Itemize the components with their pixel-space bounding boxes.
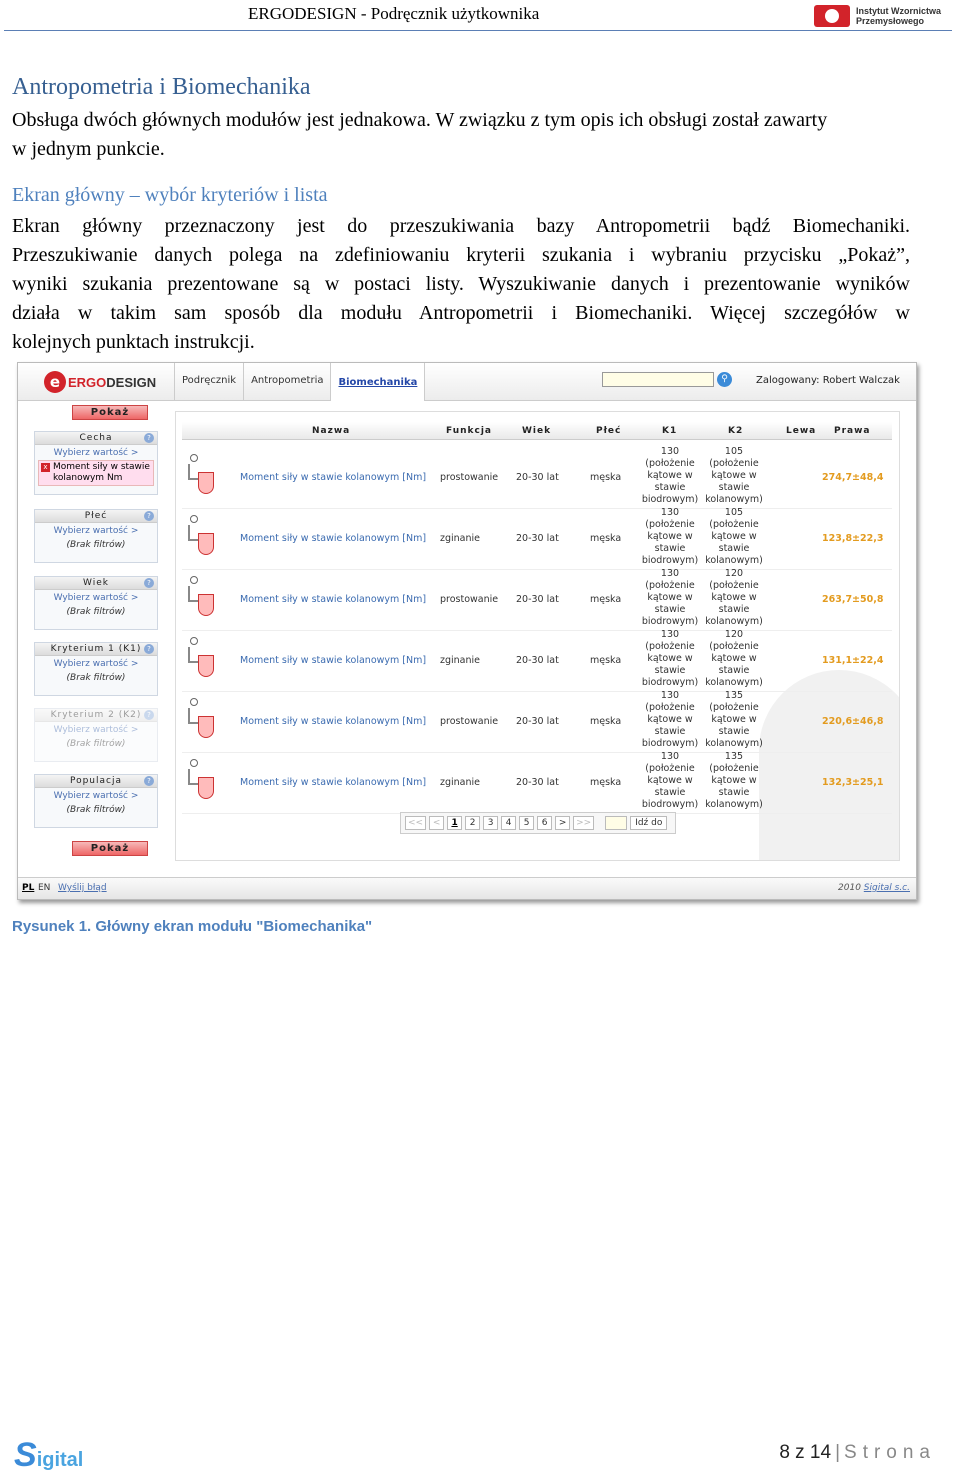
show-button-bottom[interactable]: Pokaż	[72, 841, 148, 856]
cell-k1-line: biodrowym)	[641, 677, 699, 688]
cell-k2	[700, 751, 768, 811]
cell-k2-line: kolanowym)	[705, 677, 763, 688]
cell-wiek: 20-30 lat	[516, 716, 559, 727]
table-row[interactable]	[182, 631, 892, 692]
cell-k1-line: kątowe w	[647, 470, 693, 481]
cell-k2-line: stawie	[718, 543, 750, 554]
cell-wiek: 20-30 lat	[516, 655, 559, 666]
body-line: kolejnych punktach instrukcji.	[12, 331, 255, 353]
report-bug-link[interactable]: Wyślij błąd	[58, 883, 107, 893]
cell-nazwa[interactable]: Moment siły w stawie kolanowym [Nm]	[240, 777, 427, 788]
cell-nazwa[interactable]: Moment siły w stawie kolanowym [Nm]	[240, 655, 427, 666]
column-header-k1[interactable]: K1	[662, 426, 678, 436]
cell-k2-line: stawie	[718, 787, 750, 798]
go-to-page-button[interactable]: Idź do	[630, 816, 667, 830]
first-page-button[interactable]: <<	[405, 816, 426, 830]
choose-value-link[interactable]: Wybierz wartość >	[53, 526, 139, 536]
page-button-1[interactable]: 1	[447, 816, 462, 830]
iwp-logo-text-2: Przemysłowego	[856, 16, 925, 26]
intro-line: w jednym punkcie.	[12, 138, 165, 160]
chair-figure-icon	[184, 698, 214, 744]
cell-k2-line: kątowe w	[711, 531, 757, 542]
cell-k1	[636, 568, 704, 628]
app-footer	[18, 877, 916, 899]
tab-podrecznik[interactable]: Podręcznik	[174, 363, 243, 401]
choose-value-link[interactable]: Wybierz wartość >	[53, 593, 139, 603]
cell-funkcja: zginanie	[440, 655, 481, 666]
filter-panel	[32, 401, 164, 863]
cell-k1-line: (położenie	[645, 763, 695, 774]
cell-k2-line: (położenie	[709, 458, 759, 469]
cell-k2	[700, 568, 768, 628]
header-divider	[4, 30, 952, 31]
cell-prawa: 220,6±46,8	[822, 716, 884, 727]
body-line: wyniki szukania prezentowane są w postaci listy. Wyszukiwanie danych i prezentowanie wyników	[12, 273, 910, 295]
body-line: Ekran główny przeznaczony jest do przeszukiwania bazy Antropometrii bądź Biomechaniki.	[12, 215, 910, 237]
cell-k1-line: 130	[660, 751, 680, 762]
selected-filter-label: Moment siły w stawie kolanowym Nm	[53, 462, 150, 483]
filter-title: Populacja	[69, 776, 122, 786]
figure-caption: Rysunek 1. Główny ekran modułu "Biomechanika"	[12, 918, 373, 935]
page-button-2[interactable]: 2	[465, 816, 480, 830]
cell-k1-line: biodrowym)	[641, 494, 699, 505]
ergodesign-logo[interactable]	[44, 371, 156, 393]
cell-k1	[636, 446, 704, 506]
cell-k1-line: 130	[660, 629, 680, 640]
column-header-funkcja[interactable]: Funkcja	[446, 426, 492, 436]
cell-nazwa[interactable]: Moment siły w stawie kolanowym [Nm]	[240, 533, 427, 544]
cell-plec: męska	[590, 472, 622, 483]
cell-k2-line: kolanowym)	[705, 494, 763, 505]
cell-k1-line: biodrowym)	[641, 738, 699, 749]
table-row[interactable]	[182, 570, 892, 631]
company-link[interactable]: Sigital s.c.	[863, 883, 910, 893]
cell-k1	[636, 507, 704, 567]
filter-populacja	[34, 774, 158, 828]
cell-prawa: 274,7±48,4	[822, 472, 884, 483]
cell-k1-line: (położenie	[645, 702, 695, 713]
cell-k2-line: kolanowym)	[705, 616, 763, 627]
last-page-button[interactable]: >>	[573, 816, 594, 830]
filter-title: Cecha	[79, 433, 113, 443]
choose-value-link[interactable]: Wybierz wartość >	[53, 725, 139, 735]
copyright	[838, 883, 910, 893]
logged-in-user: Zalogowany: Robert Walczak	[756, 375, 900, 386]
cell-k1-line: 130	[660, 507, 680, 518]
iwp-logo-text-1: Instytut Wzornictwa	[856, 6, 941, 16]
chair-figure-icon	[184, 454, 214, 500]
help-icon[interactable]: ?	[144, 511, 154, 521]
column-header-plec[interactable]: Płeć	[596, 426, 622, 436]
ergodesign-logo-icon: e	[44, 371, 66, 393]
intro-line: Obsługa dwóch głównych modułów jest jednakowa. W związku z tym opis ich obsługi został zawarty	[12, 109, 828, 131]
column-header-wiek[interactable]: Wiek	[522, 426, 552, 436]
results-panel	[175, 411, 900, 861]
cell-k1-line: stawie	[654, 787, 686, 798]
cell-k1	[636, 629, 704, 689]
sigital-logo	[14, 1438, 83, 1472]
cell-nazwa[interactable]: Moment siły w stawie kolanowym [Nm]	[240, 594, 427, 605]
cell-k2-line: stawie	[718, 726, 750, 737]
next-page-button[interactable]: >	[555, 816, 570, 830]
cell-plec: męska	[590, 594, 622, 605]
search-input[interactable]	[602, 372, 714, 387]
cell-nazwa[interactable]: Moment siły w stawie kolanowym [Nm]	[240, 716, 427, 727]
cell-k2-line: kątowe w	[711, 653, 757, 664]
filter-title: Wiek	[83, 578, 109, 588]
cell-k1-line: kątowe w	[647, 775, 693, 786]
sigital-logo-mark: S	[14, 1436, 37, 1474]
choose-value-link[interactable]: Wybierz wartość >	[53, 448, 139, 458]
cell-k1-line: 130	[660, 568, 680, 579]
cell-k2-line: 120	[724, 629, 744, 640]
selected-filter-chip	[38, 460, 154, 486]
body-paragraph	[12, 212, 910, 357]
filter-kryterium-1	[34, 642, 158, 696]
page-separator: |	[835, 1442, 841, 1463]
remove-filter-icon[interactable]: x	[41, 463, 50, 472]
chair-figure-icon	[184, 576, 214, 622]
cell-wiek: 20-30 lat	[516, 472, 559, 483]
app-screenshot	[17, 362, 917, 900]
cell-k2-line: kątowe w	[711, 592, 757, 603]
cell-funkcja: zginanie	[440, 777, 481, 788]
choose-value-link[interactable]: Wybierz wartość >	[53, 659, 139, 669]
cell-k2-line: 105	[724, 507, 744, 518]
filter-title: Kryterium 2 (K2)	[50, 710, 142, 720]
cell-funkcja: zginanie	[440, 533, 481, 544]
iwp-logo-mark	[814, 5, 850, 27]
page-word: Strona	[844, 1442, 936, 1463]
cell-k1-line: biodrowym)	[641, 555, 699, 566]
cell-k2-line: 105	[724, 446, 744, 457]
cell-wiek: 20-30 lat	[516, 777, 559, 788]
cell-k2-line: stawie	[718, 482, 750, 493]
cell-k2-line: stawie	[718, 665, 750, 676]
cell-k2-line: (położenie	[709, 519, 759, 530]
filter-title: Płeć	[84, 511, 108, 521]
cell-funkcja: prostowanie	[440, 716, 499, 727]
cell-k2-line: (położenie	[709, 763, 759, 774]
filter-kryterium-2	[34, 708, 158, 762]
filter-wiek	[34, 576, 158, 630]
cell-wiek: 20-30 lat	[516, 594, 559, 605]
tab-biomechanika[interactable]: Biomechanika	[330, 363, 425, 401]
page-button-4[interactable]: 4	[501, 816, 516, 830]
body-line: działa w takim sam sposób dla modułu Antropometrii i Biomechaniki. Więcej szczegółów w	[12, 302, 910, 324]
cell-k1-line: biodrowym)	[641, 616, 699, 627]
cell-k2-line: 135	[724, 690, 744, 701]
no-filters-label: (Brak filtrów)	[66, 739, 126, 749]
help-icon[interactable]: ?	[144, 710, 154, 720]
filter-cecha	[34, 431, 158, 495]
language-pl-link[interactable]: PL	[22, 883, 35, 893]
section-title: Antropometria i Biomechanika	[12, 74, 311, 100]
page-number-input[interactable]	[605, 816, 627, 830]
help-icon[interactable]: ?	[144, 644, 154, 654]
help-icon[interactable]: ?	[144, 433, 154, 443]
page-number	[779, 1442, 936, 1464]
cell-k2-line: (położenie	[709, 580, 759, 591]
cell-k2	[700, 690, 768, 750]
language-en-link[interactable]: EN	[38, 883, 51, 893]
cell-k2-line: kolanowym)	[705, 555, 763, 566]
page-button-5[interactable]: 5	[519, 816, 534, 830]
cell-k2-line: stawie	[718, 604, 750, 615]
cell-k1-line: kątowe w	[647, 714, 693, 725]
cell-k2-line: kolanowym)	[705, 738, 763, 749]
cell-k1-line: (położenie	[645, 641, 695, 652]
cell-k1-line: 130	[660, 690, 680, 701]
cell-k2-line: kątowe w	[711, 470, 757, 481]
cell-k1-line: kątowe w	[647, 592, 693, 603]
results-table-header	[182, 422, 892, 440]
cell-wiek: 20-30 lat	[516, 533, 559, 544]
cell-k2	[700, 507, 768, 567]
cell-k1-line: biodrowym)	[641, 799, 699, 810]
prev-page-button[interactable]: <	[429, 816, 444, 830]
cell-k2-line: (położenie	[709, 702, 759, 713]
logo-design: DESIGN	[106, 374, 157, 390]
filter-plec	[34, 509, 158, 563]
column-header-lewa[interactable]: Lewa	[786, 426, 817, 436]
search-icon[interactable]: ⚲	[717, 372, 732, 387]
tab-antropometria[interactable]: Antropometria	[243, 363, 330, 401]
cell-plec: męska	[590, 716, 622, 727]
cell-plec: męska	[590, 777, 622, 788]
help-icon[interactable]: ?	[144, 578, 154, 588]
no-filters-label: (Brak filtrów)	[66, 607, 126, 617]
chair-figure-icon	[184, 515, 214, 561]
cell-k2-line: kątowe w	[711, 714, 757, 725]
cell-k2	[700, 629, 768, 689]
cell-k1	[636, 751, 704, 811]
cell-prawa: 123,8±22,3	[822, 533, 884, 544]
cell-k2	[700, 446, 768, 506]
app-tabs	[174, 363, 425, 401]
cell-k1-line: stawie	[654, 482, 686, 493]
body-line: Przeszukiwanie danych polega na zdefiniowaniu kryterii szukania i wybraniu przycisku „Pokaż”,	[12, 244, 910, 266]
cell-funkcja: prostowanie	[440, 594, 499, 605]
column-header-k2[interactable]: K2	[728, 426, 744, 436]
table-row[interactable]	[182, 448, 892, 509]
cell-k1-line: stawie	[654, 665, 686, 676]
cell-funkcja: prostowanie	[440, 472, 499, 483]
copyright-year: 2010	[838, 883, 861, 893]
subsection-title: Ekran główny – wybór kryteriów i lista	[12, 184, 328, 206]
cell-k2-line: 135	[724, 751, 744, 762]
table-row[interactable]	[182, 753, 892, 814]
cell-k1	[636, 690, 704, 750]
table-row[interactable]	[182, 509, 892, 570]
document-header-title: ERGODESIGN - Podręcznik użytkownika	[248, 4, 540, 23]
show-button-top[interactable]: Pokaż	[72, 405, 148, 420]
page-button-3[interactable]: 3	[483, 816, 498, 830]
chair-figure-icon	[184, 759, 214, 805]
cell-k2-line: kolanowym)	[705, 799, 763, 810]
page-button-6[interactable]: 6	[537, 816, 552, 830]
cell-k1-line: (położenie	[645, 458, 695, 469]
column-header-prawa[interactable]: Prawa	[834, 426, 871, 436]
cell-k1-line: (położenie	[645, 580, 695, 591]
filter-title: Kryterium 1 (K1)	[50, 644, 142, 654]
cell-prawa: 132,3±25,1	[822, 777, 884, 788]
page-count: 8 z 14	[779, 1442, 832, 1463]
cell-k1-line: stawie	[654, 604, 686, 615]
app-topbar	[18, 363, 916, 401]
cell-k1-line: kątowe w	[647, 531, 693, 542]
help-icon[interactable]: ?	[144, 776, 154, 786]
cell-plec: męska	[590, 533, 622, 544]
cell-prawa: 263,7±50,8	[822, 594, 884, 605]
chair-figure-icon	[184, 637, 214, 683]
cell-k2-line: kątowe w	[711, 775, 757, 786]
cell-plec: męska	[590, 655, 622, 666]
logo-ergo: ERGO	[68, 374, 107, 390]
pagination	[400, 812, 676, 834]
iwp-logo	[814, 5, 941, 27]
cell-nazwa[interactable]: Moment siły w stawie kolanowym [Nm]	[240, 472, 427, 483]
table-row[interactable]	[182, 692, 892, 753]
column-header-nazwa[interactable]: Nazwa	[312, 426, 351, 436]
cell-k1-line: kątowe w	[647, 653, 693, 664]
cell-prawa: 131,1±22,4	[822, 655, 884, 666]
no-filters-label: (Brak filtrów)	[66, 540, 126, 550]
cell-k2-line: (położenie	[709, 641, 759, 652]
no-filters-label: (Brak filtrów)	[66, 673, 126, 683]
cell-k1-line: stawie	[654, 543, 686, 554]
cell-k1-line: (położenie	[645, 519, 695, 530]
cell-k1-line: stawie	[654, 726, 686, 737]
intro-paragraph	[12, 106, 912, 164]
choose-value-link[interactable]: Wybierz wartość >	[53, 791, 139, 801]
no-filters-label: (Brak filtrów)	[66, 805, 126, 815]
cell-k2-line: 120	[724, 568, 744, 579]
cell-k1-line: 130	[660, 446, 680, 457]
sigital-logo-text: igital	[36, 1449, 84, 1471]
